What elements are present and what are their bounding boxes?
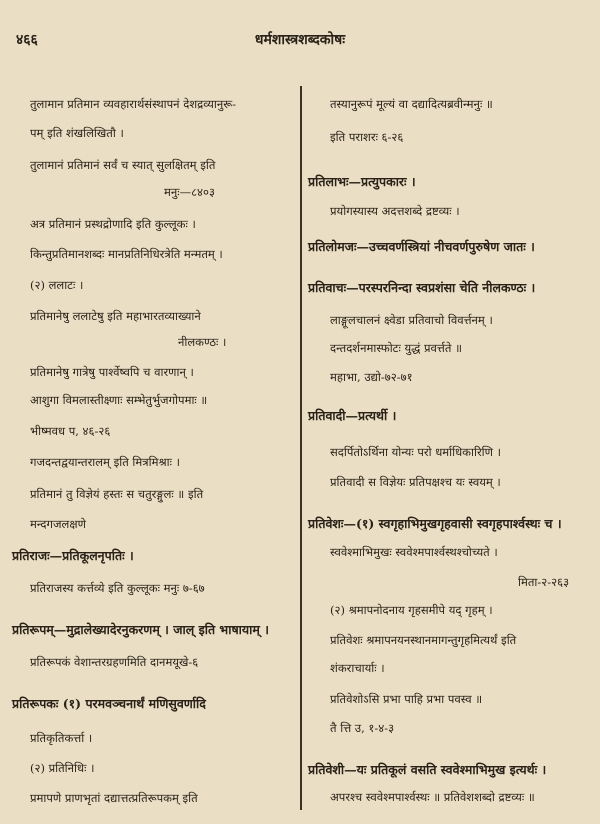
text-line: तै त्ति उ, १-४-३: [330, 721, 395, 735]
text-line: अत्र प्रतिमानं प्रस्थद्रोणादि इति कुल्लूकः ।: [30, 217, 196, 231]
entry-headword: प्रतिवेशी—यः प्रतिकूलं वसति स्ववेश्माभिमुख इत्यर्थः ।: [308, 762, 547, 777]
text-line: (२) श्रमापनोदनाय गृहसमीपे यद् गृहम् ।: [330, 603, 493, 617]
text-line: (२) प्रतिनिधिः ।: [30, 761, 95, 775]
text-line: मिता-२-२६३: [518, 575, 570, 589]
entry-headword: प्रतिरूपकः (१) परमवञ्चनार्थं मणिसुवर्णादि: [12, 696, 206, 711]
entry-headword: प्रतिवेशः—(१) स्वगृहाभिमुखगृहवासी स्वगृहपार्श्वस्थः च ।: [308, 516, 562, 531]
text-line: मनुः—८४०३: [164, 185, 216, 199]
entry-headword: प्रतिवादी—प्रत्यर्थी ।: [308, 408, 397, 423]
text-line: महाभा, उद्यो-७२-७१: [330, 370, 413, 384]
text-line: मन्दगजलक्षणे: [30, 517, 86, 531]
text-line: प्रतिवेशोऽसि प्रभा पाहि प्रभा पवस्व ॥: [330, 692, 483, 706]
text-line: सदर्पितोऽर्थिना योन्यः परो धर्माधिकारिणि ।: [330, 445, 501, 459]
text-line: इति पराशरः ६-२६: [330, 130, 404, 144]
entry-headword: प्रतिलोमजः—उच्चवर्णस्त्रियां नीचवर्णपुरुषेण जातः ।: [308, 239, 535, 254]
text-line: प्रतिवेशः श्रमापनयनस्थानमागन्तुगृहमित्यर्थं इति: [330, 633, 517, 647]
text-line: (२) ललाटः ।: [30, 278, 84, 292]
text-line: शंकराचार्याः ।: [330, 661, 385, 675]
text-line: प्रयोगस्यास्य अदत्तशब्दे द्रष्टव्यः ।: [330, 204, 460, 218]
text-line: लाङ्गूलचालनं क्ष्वेडा प्रतिवाचो विवर्त्तनम् ।: [330, 313, 493, 327]
text-line: प्रतिकृतिकर्त्ता ।: [30, 731, 93, 745]
text-line: प्रतिमानेषु गात्रेषु पार्श्वेष्वपि च वारणान् ।: [30, 365, 194, 379]
text-line: अपरश्च स्ववेश्मपार्श्वस्थः ॥ प्रतिवेशशब्दो द्रष्टव्यः ॥: [330, 790, 535, 804]
entry-headword: प्रतिरूपम्—मुद्रालेख्यादेरनुकरणम् । जाल् इति भाषायाम् ।: [12, 622, 269, 637]
text-line: किन्तुप्रतिमानशब्दः मानप्रतिनिधिरत्रेति मन्मतम् ।: [30, 247, 223, 261]
page-number: ४६६: [16, 32, 38, 48]
running-title: धर्मशास्त्रशब्दकोषः: [254, 32, 346, 48]
text-line: स्ववेश्माभिमुखः स्ववेश्मपार्श्वस्थश्चोच्यते ।: [330, 545, 498, 559]
text-line: प्रमापणे प्राणभृतां दद्यात्तत्प्रतिरूपकम् इति: [30, 791, 198, 805]
text-line: गजदन्तद्वयान्तरालम् इति मित्रमिश्राः ।: [30, 455, 180, 469]
text-line: भीष्मवध प, ४६-२६: [30, 424, 111, 438]
text-line: नीलकण्ठः ।: [178, 335, 227, 349]
entry-headword: प्रतिराजः—प्रतिकूलनृपतिः ।: [12, 548, 134, 563]
text-line: दन्तदर्शनमास्फोटः युद्धं प्रवर्त्तते ॥: [330, 341, 462, 355]
text-line: पम् इति शंखलिखितौ ।: [30, 126, 124, 140]
text-line: प्रतिवादी स विज्ञेयः प्रतिपक्षश्च यः स्वयम् ।: [330, 475, 501, 489]
text-line: तुलामान प्रतिमान व्यवहारार्थसंस्थापनं देशद्रव्यानुरू-: [30, 97, 237, 111]
text-line: प्रतिरूपकं वेशान्तरग्रहणमिति दानमयूखे-६: [30, 655, 199, 669]
text-line: आशुगा विमलास्तीक्ष्णाः सम्भेतुर्भुजगोपमाः ॥: [30, 393, 208, 407]
text-line: तुलामानं प्रतिमानं सर्वं च स्यात् सुलक्षितम् इति: [30, 158, 216, 172]
text-line: प्रतिराजस्य कर्त्तव्ये इति कुल्लूकः मनुः ७-६७: [30, 581, 205, 595]
text-line: प्रतिमानेषु ललाटेषु इति महाभारतव्याख्याने: [30, 309, 201, 323]
text-line: तस्यानुरूपं मूल्यं वा दद्यादित्यब्रवीन्मनुः ॥: [330, 97, 493, 111]
entry-headword: प्रतिवाचः—परस्परनिन्दा स्वप्रशंसा चेति नीलकण्ठः ।: [308, 280, 536, 295]
column-divider: [300, 86, 302, 810]
text-line: प्रतिमानं तु विज्ञेयं हस्तः स चतुरङ्गुलः ॥ इति: [30, 487, 204, 501]
entry-headword: प्रतिलाभः—प्रत्युपकारः ।: [308, 174, 416, 189]
